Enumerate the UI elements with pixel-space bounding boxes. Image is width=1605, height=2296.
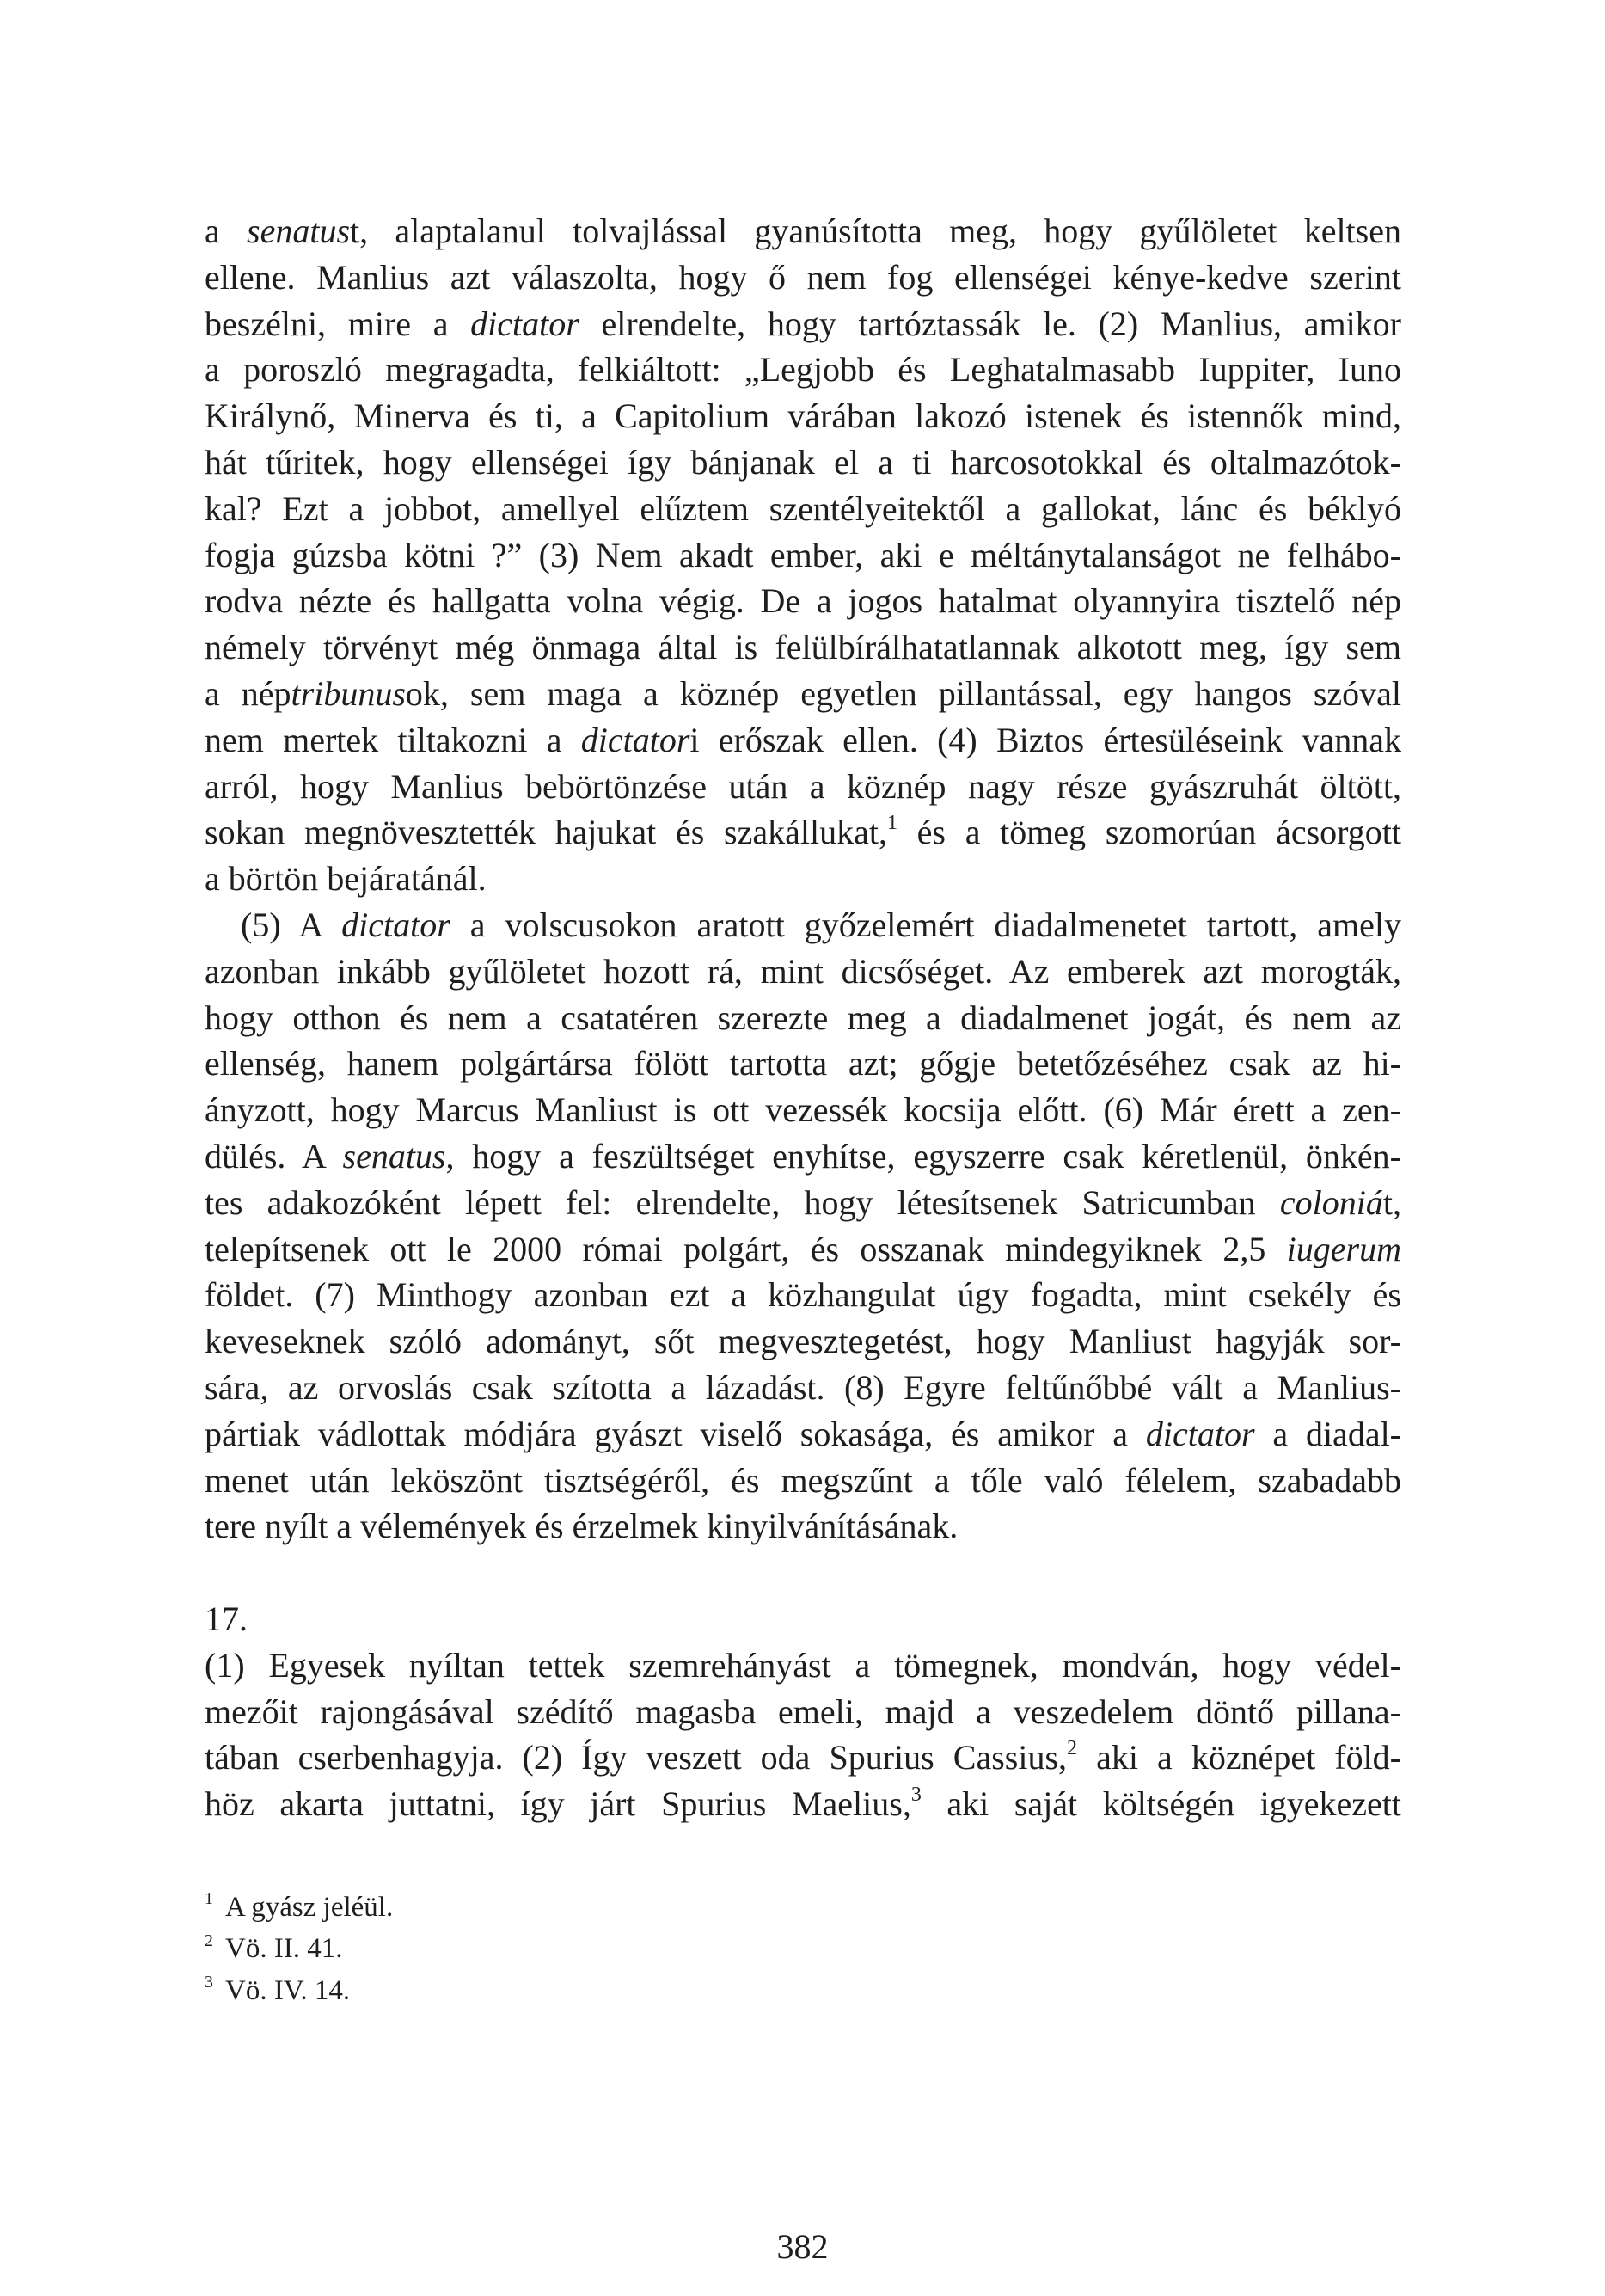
footnote-text: Vö. IV. 14. (225, 1974, 351, 2006)
footnotes (205, 1887, 1401, 2011)
text-segment: a volscusokon aratott győzelemért diadalmenetet tartott, amely (450, 905, 1401, 944)
text-segment: elrendelte, hogy tartóztassák le. (2) Manlius, amikor (579, 304, 1402, 343)
text-line (205, 902, 1401, 948)
footnote-ref: 3 (910, 1783, 922, 1807)
text-line: arról, hogy Manlius bebörtönzése után a köznép nagy része gyászruhát öltött, (205, 766, 1401, 806)
section-heading: 17. (205, 1599, 248, 1638)
text-line: fogja gúzsba kötni ?” (3) Nem akadt ember, aki e méltánytalanságot ne felhábo- (205, 535, 1401, 574)
italic-term: dictator (580, 720, 690, 759)
text-line: ányzott, hogy Marcus Manliust is ott vezessék kocsija előtt. (6) Már érett a zen- (205, 1090, 1401, 1130)
text-segment: pártiak vádlottak módjára gyászt viselő sokasága, és amikor a (205, 1414, 1146, 1453)
text-segment: höz akarta juttatni, így járt Spurius Maelius, (205, 1784, 911, 1824)
italic-term: dictator (341, 905, 450, 944)
text-line: némely törvényt még önmaga által is felülbírálhatatlannak alkotott meg, így sem (205, 628, 1401, 667)
text-line: hogy otthon és nem a csatatéren szerezte meg a diadalmenet jogát, és nem az (205, 998, 1401, 1037)
text-segment: , hogy a feszültséget enyhítse, egyszerre csak kéretlenül, önkén- (445, 1136, 1402, 1176)
text-line: Királynő, Minerva és ti, a Capitolium várában lakozó istenek és istennők mind, (205, 396, 1401, 436)
text-line: ellene. Manlius azt válaszolta, hogy ő nem fog ellenségei kénye-kedve szerint (205, 257, 1401, 297)
page-number: 382 (776, 2227, 829, 2266)
text-line (205, 671, 1401, 717)
text-line (205, 717, 1401, 764)
text-line: keveseknek szóló adományt, sőt megvesztegetést, hogy Manliust hagyják sor- (205, 1322, 1401, 1361)
text-line (205, 1226, 1401, 1273)
text-line (205, 1734, 1401, 1781)
text-segment: a nép (205, 673, 291, 713)
footnote: 3 Vö. IV. 14. (205, 1972, 351, 2006)
text-line: kal? Ezt a jobbot, amellyel elűztem szentélyeitektől a gallokat, lánc és béklyó (205, 488, 1401, 528)
text-segment: (5) A (241, 905, 342, 944)
text-segment: a (205, 212, 248, 250)
footnote-ref: 1 (886, 812, 897, 835)
text-segment: telepítsenek ott le 2000 római polgárt, és osszanak mindegyiknek 2,5 (205, 1229, 1287, 1268)
text-line: ellenség, hanem polgártársa fölött tartotta azt; gőgje betetőzéséhez csak az hi- (205, 1044, 1401, 1084)
text-segment: és a tömeg szomorúan ácsorgott (897, 813, 1401, 852)
italic-term: senatus (247, 212, 351, 250)
text-line (205, 1180, 1401, 1226)
footnote-text: Vö. II. 41. (225, 1933, 343, 1965)
footnote-ref: 2 (1067, 1737, 1078, 1760)
text-line: rodva nézte és hallgatta volna végig. De a jogos hatalmat olyannyira tisztelő nép (205, 581, 1401, 621)
italic-term: iugerum (1286, 1229, 1401, 1268)
text-line (205, 809, 1401, 856)
main-text (205, 208, 1401, 1827)
text-segment: i erőszak ellen. (4) Biztos értesüléseink vannak (689, 720, 1402, 759)
text-line: sára, az orvoslás csak szította a lázadást. (8) Egyre feltűnőbbé vált a Manlius- (205, 1367, 1401, 1407)
text-line: hát tűritek, hogy ellenségei így bánjanak el a ti harcosotokkal és oltalmazótok- (205, 442, 1401, 482)
text-line (205, 1781, 1401, 1827)
text-line (205, 1411, 1401, 1458)
italic-term: tribunus (291, 673, 406, 713)
text-segment: t, (1382, 1182, 1401, 1222)
paragraph (205, 902, 1401, 1550)
footnote-text: A gyász jeléül. (225, 1892, 394, 1923)
text-segment: beszélni, mire a (205, 304, 471, 343)
text-segment: a diadal- (1254, 1414, 1402, 1453)
text-segment: t, alaptalanul tolvajlással gyanúsította meg, hogy gyűlöletet keltsen (350, 212, 1401, 250)
footnote: 1 A gyász jeléül. (205, 1889, 394, 1923)
chapter-section (205, 1596, 1401, 1827)
text-segment: dülés. A (205, 1136, 343, 1176)
text-line (205, 301, 1401, 347)
text-segment: ok, sem maga a köznép egyetlen pillantással, egy hangos szóval (405, 673, 1402, 713)
text-segment: tában cserbenhagyja. (2) Így veszett oda Spurius Cassius, (205, 1738, 1068, 1777)
text-line (205, 208, 1401, 255)
italic-term: dictator (470, 304, 579, 343)
text-line: menet után leköszönt tisztségéről, és megszűnt a tőle való félelem, szabadabb (205, 1460, 1401, 1500)
text-segment: nem mertek tiltakozni a (205, 720, 581, 759)
text-segment: tes adakozóként lépett fel: elrendelte, hogy létesítsenek Satricumban (205, 1182, 1280, 1222)
text-line: (1) Egyesek nyíltan tettek szemrehányást a tömegnek, mondván, hogy védel- (205, 1645, 1401, 1685)
text-line: a börtön bejáratánál. (205, 859, 487, 899)
text-line (205, 1133, 1401, 1180)
italic-term: senatus (342, 1136, 446, 1176)
paragraph (205, 208, 1401, 902)
text-line: mezőit rajongásával szédítő magasba emeli, majd a veszedelem döntő pillana- (205, 1691, 1401, 1731)
text-segment: sokan megnövesztették hajukat és szakállukat, (205, 813, 887, 852)
footnote: 2 Vö. II. 41. (205, 1931, 343, 1965)
text-line: a poroszló megragadta, felkiáltott: „Legjobb és Leghatalmasabb Iuppiter, Iuno (205, 350, 1401, 390)
italic-term: coloniá (1279, 1182, 1383, 1222)
text-line: földet. (7) Minthogy azonban ezt a közhangulat úgy fogadta, mint csekély és (205, 1275, 1401, 1315)
text-line: azonban inkább gyűlöletet hozott rá, mint dicsőséget. Az emberek azt morogták, (205, 951, 1401, 991)
text-line: tere nyílt a vélemények és érzelmek kinyilvánításának. (205, 1507, 959, 1546)
text-segment: aki saját költségén igyekezett (921, 1784, 1402, 1824)
text-segment: aki a köznépet föld- (1077, 1738, 1401, 1777)
italic-term: dictator (1145, 1414, 1255, 1453)
